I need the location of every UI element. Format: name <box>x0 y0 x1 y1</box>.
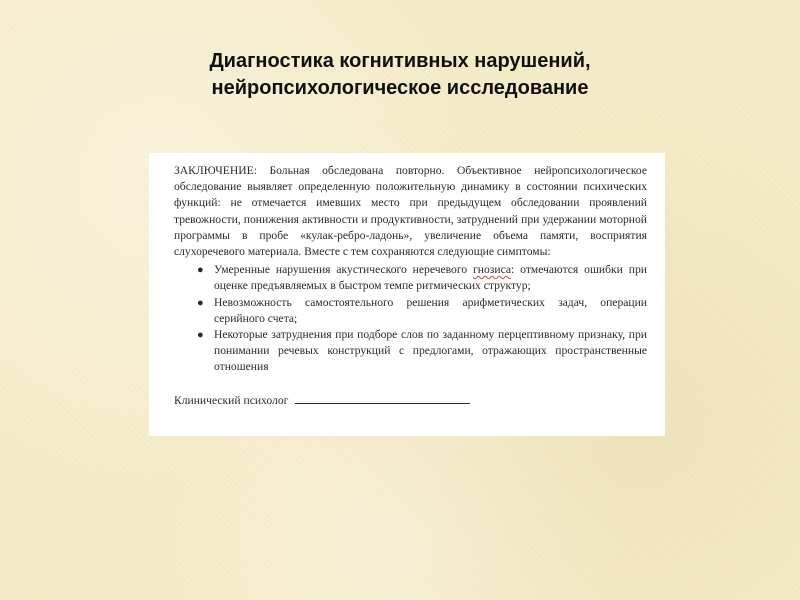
slide-title <box>0 48 800 102</box>
list-item <box>197 262 647 294</box>
list-item-text: Умеренные нарушения акустического неречевого <box>214 263 474 277</box>
slide-title-line-2: нейропсихологическое исследование <box>211 77 589 99</box>
bullet-icon: ● <box>197 329 204 342</box>
bullet-icon: ● <box>197 264 204 277</box>
document-scan <box>149 153 665 436</box>
list-item <box>197 295 647 327</box>
list-item-text-cont: : отмечаются ошибки при оценке предъявляемых в быстром темпе ритмических структур; <box>214 263 647 293</box>
list-item-text: Некоторые затруднения при подборе слов по заданному перцептивному признаку, при понимании речевых конструкций с предлогами, отражающих пространственные отношения <box>214 328 647 374</box>
signature-line <box>295 392 470 404</box>
signature-label: Клинический психолог <box>174 393 289 407</box>
spellcheck-marked-word: гнозиса <box>473 263 512 277</box>
symptom-list <box>174 262 647 375</box>
list-item <box>197 327 647 376</box>
conclusion-paragraph: ЗАКЛЮЧЕНИЕ: Больная обследована повторно. Объективное нейропсихологическое обследование выявляет определенную положительную динамику в состоянии психических функций: не отмечается имевших место при предыдущем обследовании проявлений тревожности, понижения активности и продуктивности, затруднений при удержании моторной программы в пробе «кулак-ребро-ладонь», увеличение объема памяти, восприятия слухоречевого материала. Вместе с тем сохраняются следующие симптомы: <box>174 164 647 259</box>
slide-title-line-1: Диагностика когнитивных нарушений, <box>209 50 591 72</box>
bullet-icon: ● <box>197 296 204 309</box>
signature-row <box>174 392 647 409</box>
list-item-text: Невозможность самостоятельного решения арифметических задач, операции серийного счета; <box>214 295 647 325</box>
